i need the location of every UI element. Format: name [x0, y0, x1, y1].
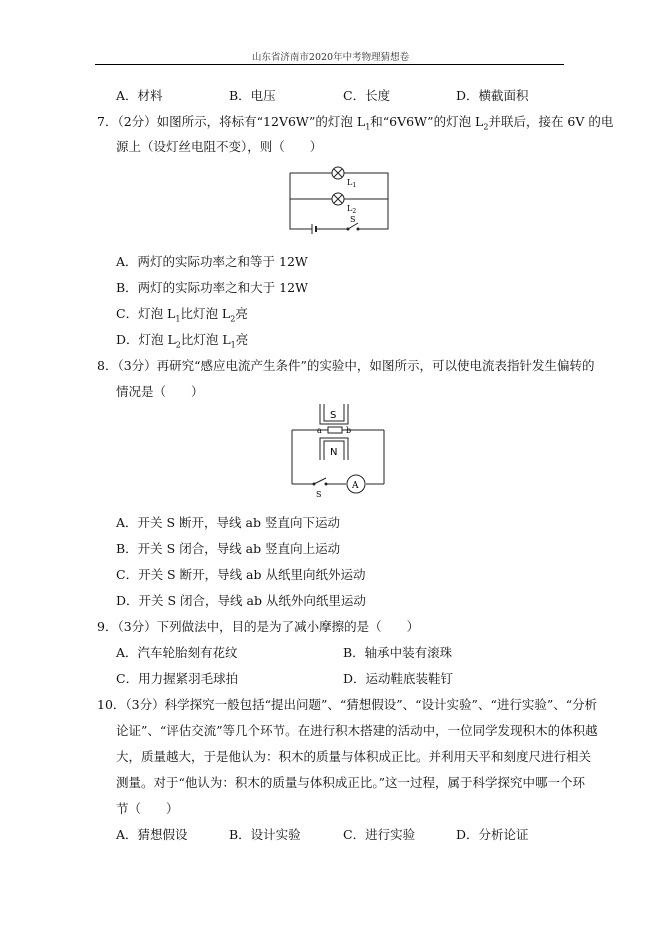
q7-fig-switch-label: S	[350, 215, 356, 224]
q10-stem-line1: 10．（3分）科学探究一般包括“提出问题”、“猜想假设”、“设计实验”、“进行实验”、“分析	[97, 697, 598, 712]
q8-induction-circuit-diagram	[286, 402, 390, 498]
q7-option-c: C．灯泡 $L_1$比灯泡 $L_2$亮	[116, 306, 248, 324]
q6-option-b: B．电压	[229, 88, 276, 103]
q8-fig-switch-label: S	[316, 490, 322, 498]
q7-option-b: B．两灯的实际功率之和大于 12W	[116, 280, 308, 295]
q7-option-d: D．灯泡 $L_2$比灯泡 $L_1$亮	[116, 332, 249, 350]
q8-fig-ammeter-label: A	[352, 481, 359, 491]
q10-option-a: A．猜想假设	[116, 827, 188, 842]
q10-option-d: D．分析论证	[456, 827, 529, 842]
q6-option-d: D．横截面积	[456, 88, 529, 103]
page-header: 山东省济南市2020年中考物理猜想卷	[251, 52, 410, 63]
q10-option-c: C．进行实验	[343, 827, 416, 842]
q7-fig-l2-label: $L_2$	[347, 204, 357, 215]
q8-stem-line2: 情况是（ ）	[116, 384, 204, 399]
q10-option-b: B．设计实验	[229, 827, 301, 842]
q7-stem-line2: 源上（设灯丝电阻不变），则（ ）	[116, 139, 323, 154]
q9-stem: 9．（3分）下列做法中，目的是为了减小摩擦的是（ ）	[97, 619, 420, 634]
q8-option-a: A．开关 S 断开，导线 ab 竖直向下运动	[116, 515, 340, 530]
q9-option-c: C．用力握紧羽毛球拍	[116, 671, 239, 686]
q10-stem-line2: 论证”、“评估交流”等几个环节。在进行积木搭建的活动中，一位同学发现积木的体积越	[116, 723, 598, 738]
q8-option-c: C．开关 S 断开，导线 ab 从纸里向纸外运动	[116, 567, 366, 582]
q7-fig-l1-label: $L_1$	[347, 178, 357, 189]
q10-stem-line5: 节（ ）	[116, 801, 179, 816]
q9-option-b: B．轴承中装有滚珠	[343, 645, 453, 660]
q9-option-a: A．汽车轮胎刻有花纹	[116, 645, 238, 660]
q8-fig-s-pole: S	[330, 410, 337, 421]
q7-stem-line1: 7．（2分）如图所示，将标有“12V6W”的灯泡 $L_1$和“6V6W”的灯泡 $L_2$并联后，接在 6V 的电	[97, 114, 614, 132]
q7-parallel-circuit-diagram	[284, 163, 394, 241]
q8-fig-a-label: a	[317, 426, 322, 435]
q6-option-a: A．材料	[116, 88, 163, 103]
q8-option-b: B．开关 S 闭合，导线 ab 竖直向上运动	[116, 541, 341, 556]
q6-option-c: C．长度	[343, 88, 391, 103]
header-rule	[95, 64, 564, 65]
q10-stem-line3: 大，质量越大，于是他认为：积木的质量与体积成正比。并利用天平和刻度尺进行相关	[116, 749, 592, 764]
q8-fig-b-label: b	[346, 426, 352, 435]
q8-option-d: D．开关 S 闭合，导线 ab 从纸外向纸里运动	[116, 593, 366, 608]
q7-option-a: A．两灯的实际功率之和等于 12W	[116, 254, 308, 269]
q10-stem-line4: 测量。对于“他认为：积木的质量与体积成正比。”这一过程，属于科学探究中哪一个环	[116, 775, 586, 790]
q8-fig-n-pole: N	[330, 447, 338, 458]
q8-stem-line1: 8．（3分）再研究“感应电流产生条件”的实验中，如图所示，可以使电流表指针发生偏转的	[97, 358, 595, 373]
q9-option-d: D．运动鞋底装鞋钉	[343, 671, 454, 686]
